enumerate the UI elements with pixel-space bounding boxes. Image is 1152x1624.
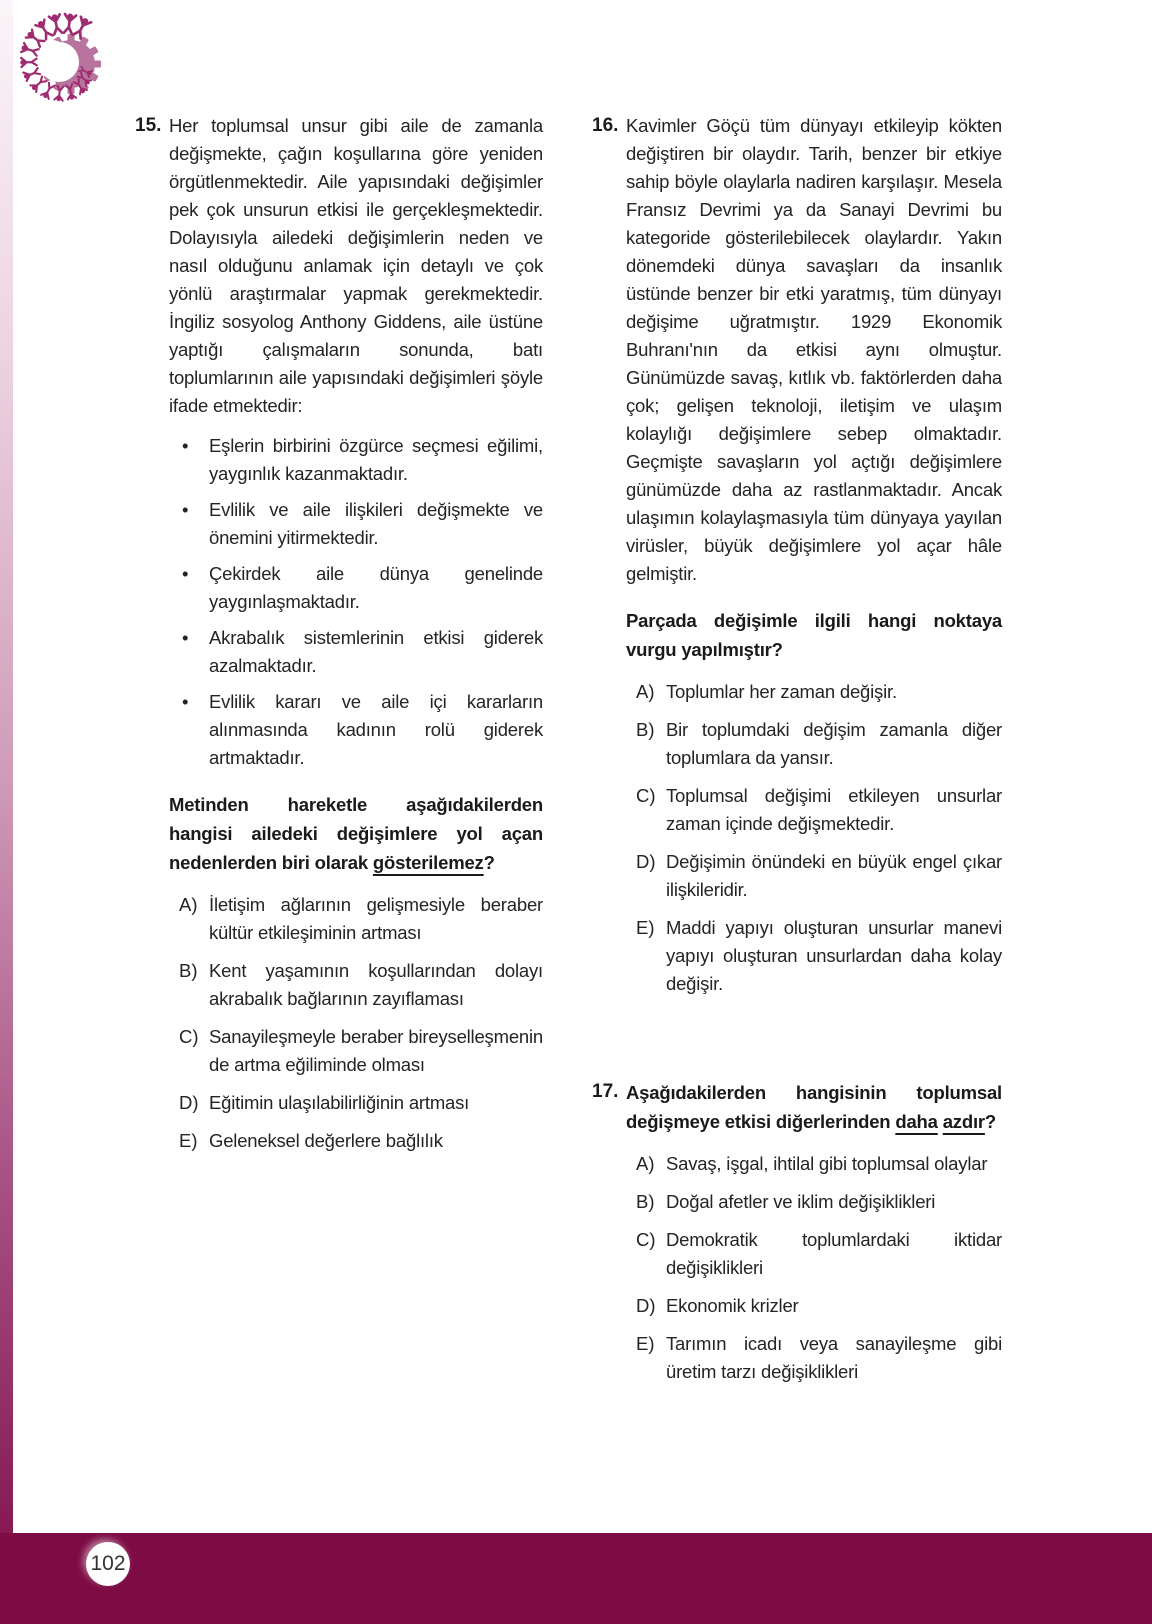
list-item: • Akrabalık sistemlerinin etkisi giderek azalmaktadır. xyxy=(169,624,543,680)
question-16 xyxy=(592,112,1002,1008)
option-c: C) Toplumsal değişimi etkileyen unsurlar zaman içinde değişmektedir. xyxy=(636,785,1002,834)
bullet-icon xyxy=(169,432,209,488)
option-d: D) Değişimin önündeki en büyük engel çıkar ilişkileridir. xyxy=(636,851,1002,900)
option-c: C) Demokratik toplumlardaki iktidar değişiklikleri xyxy=(636,1229,1002,1278)
list-item: • Eşlerin birbirini özgürce seçmesi eğilimi, yaygınlık kazanmaktadır. xyxy=(169,432,543,488)
question-paragraph: Kavimler Göçü tüm dünyayı etkileyip kökten değiştiren bir olaydır. Tarih, benzer bir etkiye sahip böyle olaylarla nadiren karşılaşır. Mesela Fransız Devrimi ya da Sanayi Devrimi bu kategoride gösterilebilecek olaylardır. Yakın dönemdeki dünya savaşları da insanlık üstünde benzer bir etki yaratmış, tüm dünyayı değişime uğratmıştır. 1929 Ekonomik Buhranı'nın da etkisi aynı olmuştur. Günümüzde savaş, kıtlık vb. faktörlerden daha çok; gelişen teknoloji, iletişim ve ulaşım kolaylığı değişimlere sebep olmaktadır. Geçmişte savaşların yol açtığı değişimlere günümüzde daha az rastlanmaktadır. Ancak ulaşımın kolaylaşmasıyla tüm dünyaya yayılan virüsler, büyük değişimlere yol açar hâle gelmiştir. xyxy=(626,115,1002,584)
list-item: • Çekirdek aile dünya genelinde yaygınlaşmaktadır. xyxy=(169,560,543,616)
option-b: B) Kent yaşamının koşullarından dolayı akrabalık bağlarının zayıflaması xyxy=(179,960,543,1009)
option-c: C) Sanayileşmeyle beraber bireyselleşmenin de artma eğiliminde olması xyxy=(179,1026,543,1075)
left-gradient-strip xyxy=(0,0,13,1624)
question-number: 15. xyxy=(135,115,162,136)
page-number-badge xyxy=(86,1542,130,1586)
option-b: B) Doğal afetler ve iklim değişiklikleri xyxy=(636,1191,936,1212)
footer-bar xyxy=(0,1533,1152,1624)
page-number: 102 xyxy=(90,1552,126,1575)
option-a: A) Savaş, işgal, ihtilal gibi toplumsal olaylar xyxy=(636,1153,988,1174)
bullet-icon xyxy=(169,496,209,552)
question-17 xyxy=(592,1078,1002,1396)
question-number: 16. xyxy=(592,115,619,136)
option-b: B) Bir toplumdaki değişim zamanla diğer toplumlara da yansır. xyxy=(636,719,1002,768)
option-e: E) Tarımın icadı veya sanayileşme gibi üretim tarzı değişiklikleri xyxy=(636,1333,1002,1382)
list-item: • Evlilik kararı ve aile içi kararların alınmasında kadının rolü giderek artmaktadır. xyxy=(169,688,543,772)
list-item: • Evlilik ve aile ilişkileri değişmekte ve önemini yitirmektedir. xyxy=(169,496,543,552)
bullet-list xyxy=(169,432,543,772)
question-paragraph: Her toplumsal unsur gibi aile de zamanla değişmekte, çağın koşullarına göre yeniden örgütlenmektedir. Aile yapısındaki değişimler pek çok unsurun etkisi ile gerçekleşmektedir. Dolayısıyla ailedeki değişimlerin neden ve nasıl olduğunu anlamak için detaylı ve çok yönlü araştırmalar yapmak gerekmektedir. İngiliz sosyolog Anthony Giddens, aile üstüne yaptığı çalışmaların sonunda, batı toplumlarının aile yapısındaki değişimleri şöyle ifade etmektedir: xyxy=(169,115,543,416)
bullet-icon xyxy=(169,560,209,616)
question-15 xyxy=(135,112,543,1165)
question-stem: Aşağıdakilerden hangisinin toplumsal değişmeye etkisi diğerlerinden daha azdır? xyxy=(626,1082,1002,1132)
option-e: E) Geleneksel değerlere bağlılık xyxy=(179,1130,443,1151)
option-d: D) Eğitimin ulaşılabilirliğinin artması xyxy=(179,1092,470,1113)
question-number: 17. xyxy=(592,1081,619,1102)
people-gear-logo xyxy=(14,8,114,118)
question-stem: Metinden hareketle aşağıdakilerden hangisi ailedeki değişimlere yol açan nedenlerden biri olarak gösterilemez? xyxy=(169,794,543,873)
option-d: D) Ekonomik krizler xyxy=(636,1295,799,1316)
bullet-icon xyxy=(169,624,209,680)
option-e: E) Maddi yapıyı oluşturan unsurlar manevi yapıyı oluşturan unsurlardan daha kolay değişir. xyxy=(636,917,1002,994)
question-stem: Parçada değişimle ilgili hangi noktaya vurgu yapılmıştır? xyxy=(626,610,1002,660)
option-a: A) İletişim ağlarının gelişmesiyle beraber kültür etkileşiminin artması xyxy=(179,894,543,943)
bullet-icon xyxy=(169,688,209,772)
option-a: A) Toplumlar her zaman değişir. xyxy=(636,681,897,702)
